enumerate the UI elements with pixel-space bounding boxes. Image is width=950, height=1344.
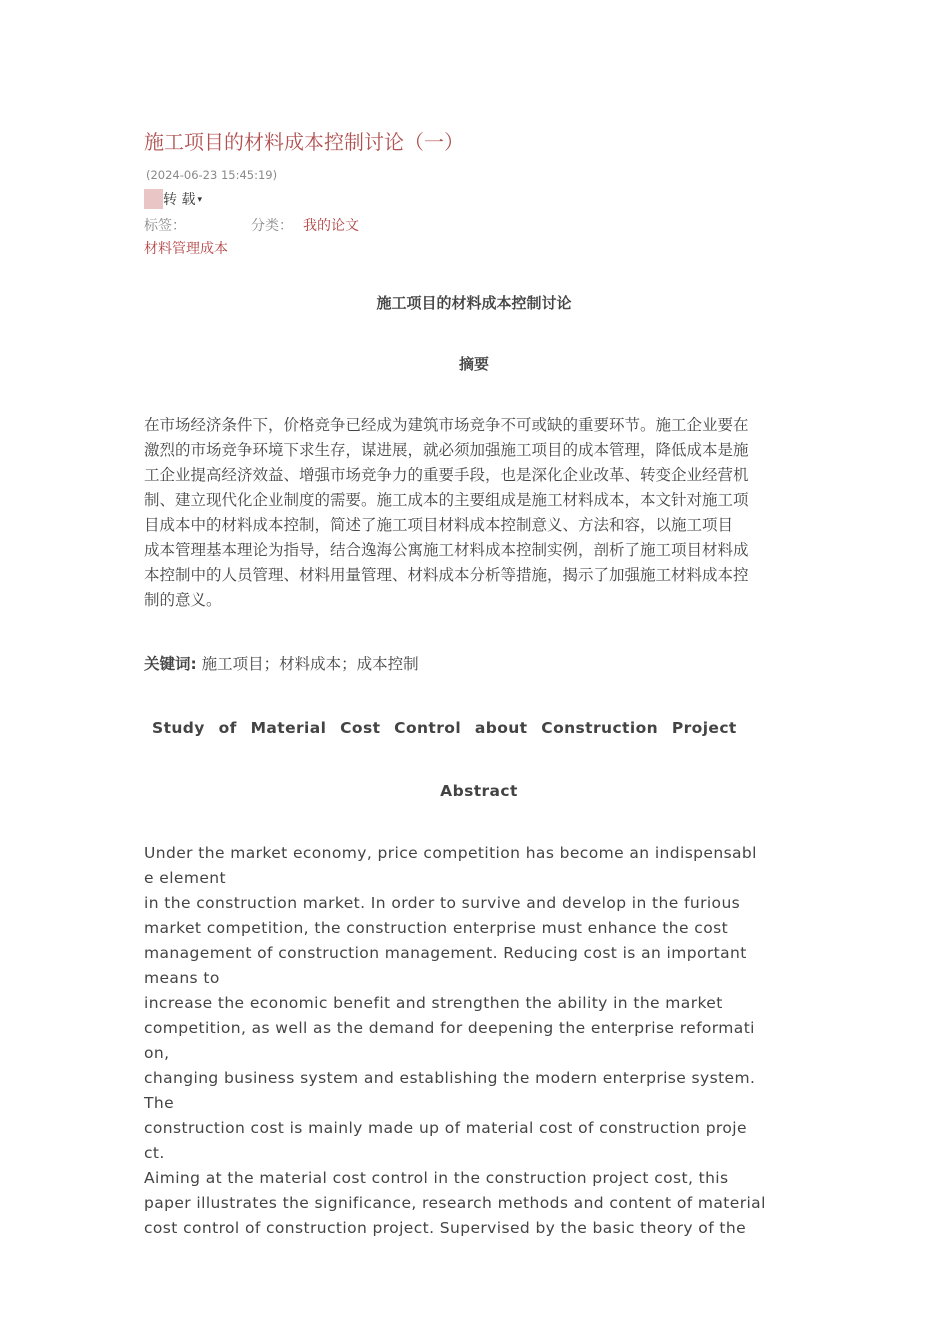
chevron-down-icon: ▾ <box>197 195 202 205</box>
text-line: changing business system and establishing the modern enterprise system. <box>144 1069 756 1087</box>
text-line: 在市场经济条件下，价格竞争已经成为建筑市场竞争不可或缺的重要环节。施工企业要在 <box>144 416 749 434</box>
tag-label: 标签： <box>144 218 186 234</box>
chinese-abstract-heading: 摘要 <box>458 355 489 373</box>
text-line: 成本管理基本理论为指导，结合逸海公寓施工材料成本控制实例，剖析了施工项目材料成 <box>144 541 749 559</box>
text-line: 制的意义。 <box>144 591 222 609</box>
text-line: on, <box>144 1044 170 1062</box>
english-title: Study of Material Cost Control about Construction Project <box>152 719 737 737</box>
article-title: 施工项目的材料成本控制讨论（一） <box>144 130 464 154</box>
text-line: 工企业提高经济效益、增强市场竞争力的重要手段，也是深化企业改革、转变企业经营机 <box>144 466 749 484</box>
text-line: paper illustrates the significance, research methods and content of material <box>144 1194 766 1212</box>
english-abstract <box>144 841 766 1241</box>
text-line: in the construction market. In order to survive and develop in the furious <box>144 894 741 912</box>
keywords-value: 施工项目；材料成本；成本控制 <box>201 655 419 673</box>
text-line: e element <box>144 869 226 887</box>
tag-link[interactable]: 材料管理成本 <box>144 241 228 257</box>
chinese-title: 施工项目的材料成本控制讨论 <box>376 294 572 312</box>
category-label: 分类： <box>251 218 293 234</box>
text-line: cost control of construction project. Supervised by the basic theory of the <box>144 1219 747 1237</box>
text-line: construction cost is mainly made up of material cost of construction proje <box>144 1119 747 1137</box>
repost-label: 转 载 <box>163 192 196 208</box>
text-line: management of construction management. Reducing cost is an important <box>144 944 747 962</box>
keywords <box>144 653 419 675</box>
repost-icon <box>144 189 163 209</box>
category-link[interactable]: 我的论文 <box>303 218 359 234</box>
post-date: (2024-06-23 15:45:19) <box>146 168 278 182</box>
text-line: market competition, the construction enterprise must enhance the cost <box>144 919 729 937</box>
text-line: Under the market economy, price competition has become an indispensabl <box>144 844 757 862</box>
text-line: 目成本中的材料成本控制，简述了施工项目材料成本控制意义、方法和容，以施工项目 <box>144 516 734 534</box>
text-line: ct. <box>144 1144 165 1162</box>
chinese-abstract <box>144 413 749 613</box>
keywords-label: 关键词: <box>144 655 197 673</box>
repost-button[interactable] <box>144 188 202 210</box>
text-line: competition, as well as the demand for deepening the enterprise reformati <box>144 1019 755 1037</box>
text-line: 激烈的市场竞争环境下求生存，谋进展，就必须加强施工项目的成本管理，降低成本是施 <box>144 441 749 459</box>
text-line: means to <box>144 969 220 987</box>
text-line: increase the economic benefit and strengthen the ability in the market <box>144 994 723 1012</box>
text-line: 本控制中的人员管理、材料用量管理、材料成本分析等措施，揭示了加强施工材料成本控 <box>144 566 749 584</box>
text-line: The <box>144 1094 175 1112</box>
english-abstract-heading: Abstract <box>440 782 518 800</box>
text-line: 制、建立现代化企业制度的需要。施工成本的主要组成是施工材料成本，本文针对施工项 <box>144 491 749 509</box>
text-line: Aiming at the material cost control in the construction project cost, this <box>144 1169 729 1187</box>
